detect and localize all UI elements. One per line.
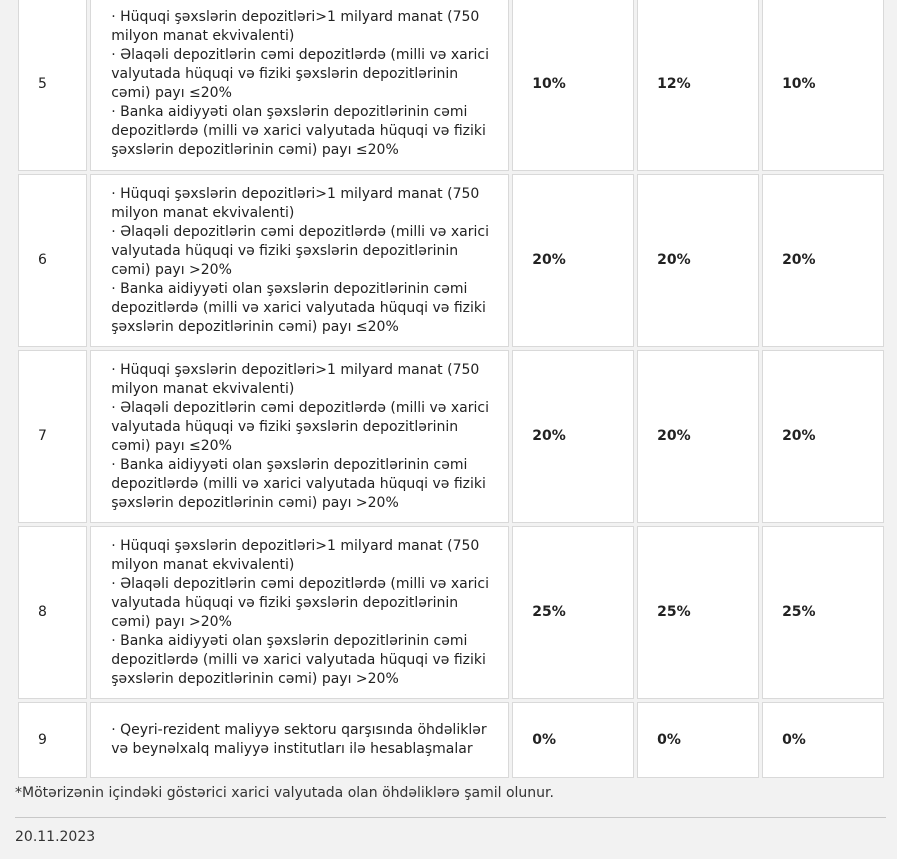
row-description xyxy=(90,0,509,171)
row-description xyxy=(90,174,509,347)
row-number: 7 xyxy=(18,350,87,523)
ratio-value-col3: 10% xyxy=(762,0,884,171)
divider xyxy=(15,817,886,818)
ratio-value-col3: 25% xyxy=(762,526,884,699)
row-number: 5 xyxy=(18,0,87,171)
footnote: *Mötərizənin içindəki göstərici xarici valyutada olan öhdəliklərə şamil olunur. xyxy=(15,785,554,801)
ratio-value-col2: 12% xyxy=(637,0,759,171)
criterion-line: · Hüquqi şəxslərin depozitləri>1 milyard manat (750 milyon manat ekvivalenti) xyxy=(111,185,480,221)
criterion-line: · Əlaqəli depozitlərin cəmi depozitlərdə (milli və xarici valyutada hüquqi və fiziki şəxslərin depozitlərinin cəmi) payı ≤20% xyxy=(111,399,489,454)
ratio-value-col1: 10% xyxy=(512,0,634,171)
row-number: 9 xyxy=(18,702,87,778)
ratio-value-col1: 0% xyxy=(512,702,634,778)
row-number: 8 xyxy=(18,526,87,699)
table-row xyxy=(18,0,884,171)
row-number: 6 xyxy=(18,174,87,347)
ratio-value-col2: 25% xyxy=(637,526,759,699)
criterion-line: · Əlaqəli depozitlərin cəmi depozitlərdə (milli və xarici valyutada hüquqi və fiziki şəxslərin depozitlərinin cəmi) payı >20% xyxy=(111,223,489,278)
ratio-value-col2: 20% xyxy=(637,350,759,523)
criterion-line: · Hüquqi şəxslərin depozitləri>1 milyard manat (750 milyon manat ekvivalenti) xyxy=(111,9,480,44)
criterion-line: · Hüquqi şəxslərin depozitləri>1 milyard manat (750 milyon manat ekvivalenti) xyxy=(111,537,480,573)
ratio-value-col3: 0% xyxy=(762,702,884,778)
ratio-value-col1: 25% xyxy=(512,526,634,699)
criterion-line: · Qeyri-rezident maliyyə sektoru qarşısında öhdəliklər və beynəlxalq maliyyə institutları ilə hesablaşmalar xyxy=(111,722,487,757)
criterion-line: · Banka aidiyyəti olan şəxslərin depozitlərinin cəmi depozitlərdə (milli və xarici valyutada hüquqi və fiziki şəxslərin depozitlərinin cəmi) payı >20% xyxy=(111,456,486,511)
ratio-value-col3: 20% xyxy=(762,350,884,523)
criterion-line: · Banka aidiyyəti olan şəxslərin depozitlərinin cəmi depozitlərdə (milli və xarici valyutada hüquqi və fiziki şəxslərin depozitlərinin cəmi) payı ≤20% xyxy=(111,104,486,158)
ratio-value-col1: 20% xyxy=(512,174,634,347)
table-row xyxy=(18,350,884,523)
criterion-line: · Hüquqi şəxslərin depozitləri>1 milyard manat (750 milyon manat ekvivalenti) xyxy=(111,361,480,397)
table-row xyxy=(18,174,884,347)
reserve-ratio-table xyxy=(15,0,887,781)
ratio-value-col1: 20% xyxy=(512,350,634,523)
criterion-line: · Banka aidiyyəti olan şəxslərin depozitlərinin cəmi depozitlərdə (milli və xarici valyutada hüquqi və fiziki şəxslərin depozitlərinin cəmi) payı >20% xyxy=(111,632,486,687)
criterion-line: · Əlaqəli depozitlərin cəmi depozitlərdə (milli və xarici valyutada hüquqi və fiziki şəxslərin depozitlərinin cəmi) payı >20% xyxy=(111,575,489,630)
table-row xyxy=(18,702,884,778)
row-description xyxy=(90,526,509,699)
criterion-line: · Banka aidiyyəti olan şəxslərin depozitlərinin cəmi depozitlərdə (milli və xarici valyutada hüquqi və fiziki şəxslərin depozitlərinin cəmi) payı ≤20% xyxy=(111,280,486,335)
criterion-line: · Əlaqəli depozitlərin cəmi depozitlərdə (milli və xarici valyutada hüquqi və fiziki şəxslərin depozitlərinin cəmi) payı ≤20% xyxy=(111,47,489,101)
row-description xyxy=(90,350,509,523)
publication-date: 20.11.2023 xyxy=(15,829,96,845)
ratio-value-col2: 20% xyxy=(637,174,759,347)
table-row xyxy=(18,526,884,699)
ratio-value-col2: 0% xyxy=(637,702,759,778)
row-description xyxy=(90,702,509,778)
ratio-value-col3: 20% xyxy=(762,174,884,347)
